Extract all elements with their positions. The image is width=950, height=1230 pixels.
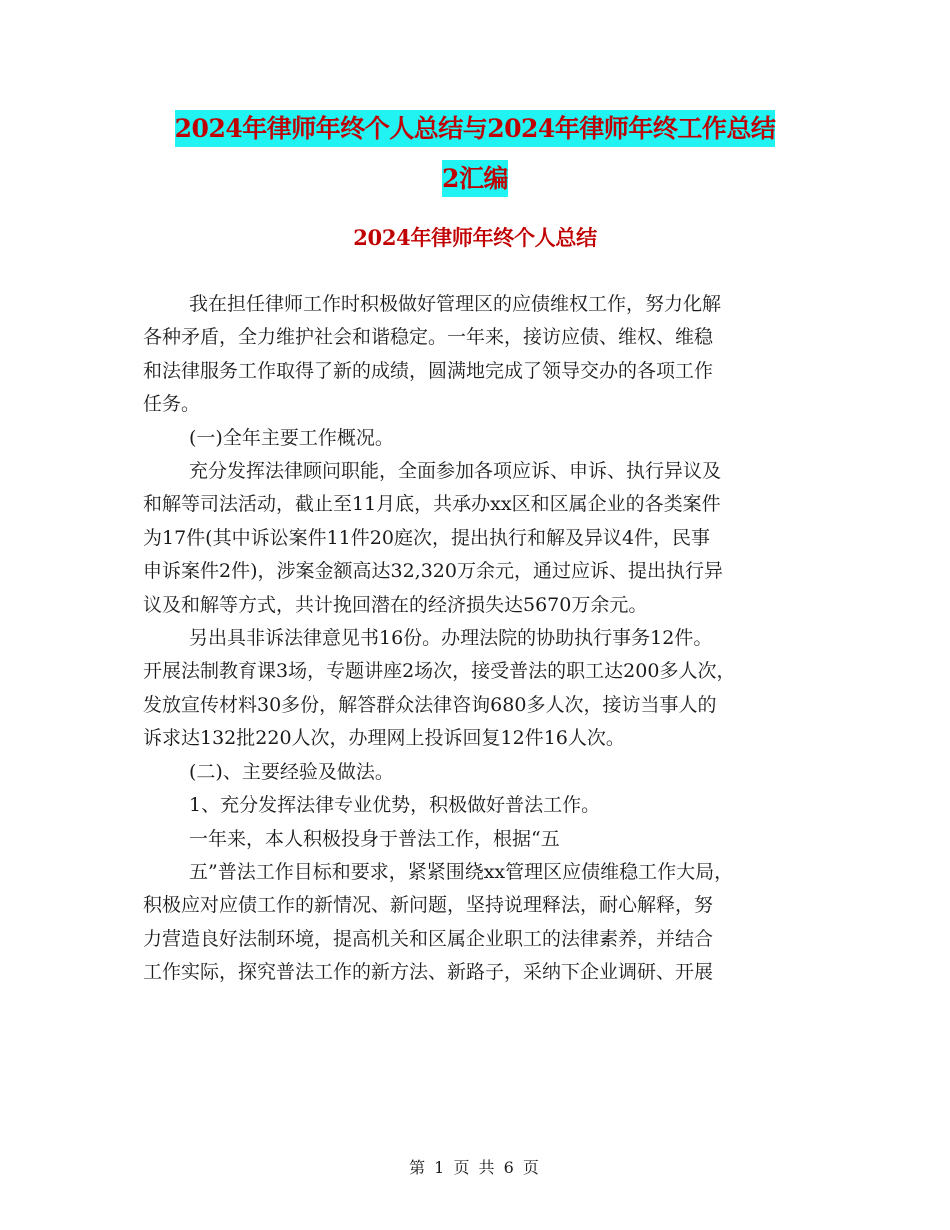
title-line-1: 2024年律师年终个人总结与2024年律师年终工作总结 <box>175 110 776 147</box>
document-body <box>143 288 823 990</box>
document-title <box>0 110 950 197</box>
body-line: 诉求达132批220人次，办理网上投诉回复12件16人次。 <box>143 727 625 750</box>
body-line: 力营造良好法制环境，提高机关和区属企业职工的法律素养，并结合 <box>143 927 714 950</box>
body-line: 申诉案件2件)，涉案金额高达32,320万余元，通过应诉、提出执行异 <box>143 560 723 583</box>
body-line: 任务。 <box>143 393 201 416</box>
body-line: 我在担任律师工作时积极做好管理区的应债维权工作，努力化解 <box>189 293 722 315</box>
body-line: (一)全年主要工作概况。 <box>189 426 394 449</box>
body-line: 和法律服务工作取得了新的成绩，圆满地完成了领导交办的各项工作 <box>143 359 714 382</box>
body-line: 工作实际，探究普法工作的新方法、新路子，采纳下企业调研、开展 <box>143 961 714 984</box>
body-line: 各种矛盾，全力维护社会和谐稳定。一年来，接访应债、维权、维稳 <box>143 326 714 349</box>
body-line: 一年来，本人积极投身于普法工作，根据“五 <box>189 827 560 850</box>
section-heading: 2024年律师年终个人总结 <box>353 225 597 250</box>
body-line: 发放宣传材料30多份，解答群众法律咨询680多人次，接访当事人的 <box>143 693 717 716</box>
title-line-2: 2汇编 <box>442 160 508 197</box>
body-line: (二)、主要经验及做法。 <box>189 760 394 783</box>
body-line: 为17件(其中诉讼案件11件20庭次，提出执行和解及异议4件，民事 <box>143 526 711 549</box>
body-line: 充分发挥法律顾问职能，全面参加各项应诉、申诉、执行异议及 <box>189 460 722 483</box>
body-line: 另出具非诉法律意见书16份。办理法院的协助执行事务12件。 <box>189 627 713 650</box>
body-line: 开展法制教育课3场，专题讲座2场次，接受普法的职工达200多人次， <box>143 660 736 683</box>
body-line: 积极应对应债工作的新情况、新问题，坚持说理释法，耐心解释，努 <box>143 894 714 917</box>
body-line: 议及和解等方式，共计挽回潜在的经济损失达5670万余元。 <box>143 593 648 616</box>
page-footer: 第 1 页 共 6 页 <box>409 1158 541 1177</box>
body-line: 和解等司法活动，截止至11月底，共承办xx区和区属企业的各类案件 <box>143 493 721 516</box>
body-line: 1、充分发挥法律专业优势，积极做好普法工作。 <box>189 794 601 817</box>
body-line: 五”普法工作目标和要求，紧紧围绕xx管理区应债维稳工作大局， <box>189 860 734 883</box>
